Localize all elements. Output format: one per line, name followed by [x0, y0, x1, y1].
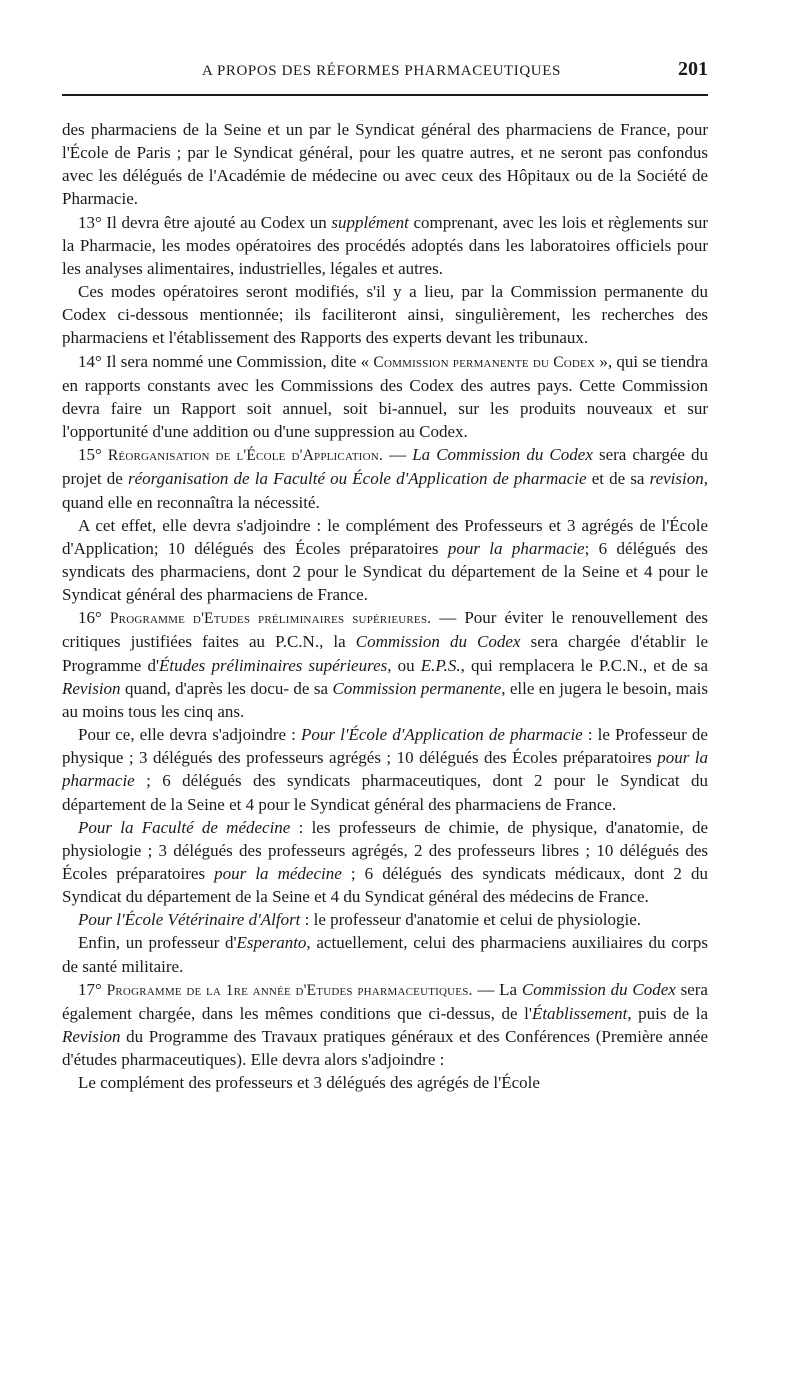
text-run: Ces modes opératoires seront modifiés, s'il y a lieu, par la Commission permanente du Codex ci-dessous mentionnée; ils faciliteront ainsi, singulièrement, les recherches des pharmaciens et l'établissement des Rapports des experts devant les tribunaux.: [62, 282, 708, 348]
page-number: 201: [678, 58, 708, 80]
italic-text: pour la médecine: [214, 864, 342, 883]
text-run: ou: [391, 655, 421, 675]
text-run: et de sa: [586, 469, 650, 489]
paragraph: [62, 931, 708, 977]
text-run: quand, d'après les docu- de sa: [120, 678, 333, 698]
body-text: [62, 118, 708, 1095]
small-caps-heading: Programme d'Etudes préliminaires supérieures.: [109, 610, 432, 628]
italic-text: Études préliminaires supérieures,: [159, 655, 392, 675]
italic-text: Commission du Codex: [355, 632, 521, 652]
small-caps-heading: Réorganisation de l'École d'Application.: [107, 447, 384, 465]
italic-text: Revision: [62, 678, 121, 698]
text-run: : le Professeur de physique ; 3 délégués des professeurs agrégés ; 10 délégués des Écoles préparatoires: [62, 725, 708, 768]
paragraph: [62, 211, 708, 280]
italic-text: Revision: [62, 1027, 121, 1047]
text-run: — Pour éviter le renouvellement des critiques justifiées faites au P.C.N., la: [62, 608, 708, 652]
italic-text: Pour l'École Vétérinaire d'Alfort: [78, 910, 301, 930]
text-run: Le complément des professeurs et 3 délégués des agrégés de l'École: [78, 1073, 540, 1093]
small-caps-heading: Programme de la 1re année d'Etudes pharmaceutiques.: [106, 981, 473, 999]
text-run: —: [383, 445, 413, 465]
italic-text: La Commission du Codex: [412, 445, 593, 465]
italic-text: supplément: [331, 212, 409, 232]
text-run: , qui remplacera le P.C.N., et de sa: [460, 655, 708, 675]
italic-text: réorganisation de la Faculté ou École d'Application de pharmacie: [127, 469, 587, 489]
paragraph: [62, 978, 708, 1072]
paragraph: [62, 350, 708, 444]
paragraph: [62, 1071, 708, 1094]
italic-text: Pour la Faculté de médecine: [78, 817, 291, 837]
small-caps-heading: Commission permanente du Codex: [373, 353, 596, 371]
paragraph: [62, 280, 708, 349]
text-run: 15°: [78, 445, 108, 465]
text-run: Pour ce, elle devra s'adjoindre :: [78, 725, 302, 745]
text-run: : le professeur d'anatomie et celui de physiologie.: [300, 910, 642, 930]
text-run: ; 6 délégués des syndicats pharmaceutiques, dont 2 pour le Syndicat du département de la Seine et 4 pour le Syndicat général des pharmaciens de France.: [62, 771, 708, 814]
running-title: A PROPOS DES RÉFORMES PHARMACEUTIQUES: [202, 63, 561, 79]
page-header: [62, 60, 708, 96]
italic-text: pour la pharmacie: [62, 748, 709, 791]
text-run: sera également chargée, dans les mêmes conditions que ci-dessus, de l': [62, 979, 708, 1023]
paragraph: [62, 514, 708, 607]
text-run: 17°: [78, 979, 107, 999]
italic-text: revision: [649, 469, 704, 489]
text-run: 16°: [78, 608, 110, 628]
text-run: : les professeurs de chimie, de physique, d'anatomie, de physiologie ; 3 délégués des professeurs agrégés, 2 des professeurs libres ; 10 délégués des Écoles préparatoires: [62, 817, 708, 883]
paragraph: [62, 443, 708, 513]
paragraph: [62, 908, 708, 931]
text-run: 14° Il sera nommé une Commission, dite «: [78, 351, 374, 371]
paragraph: [62, 118, 708, 211]
text-run: — La: [472, 979, 522, 999]
text-run: comprenant, avec les lois et règlements sur la Pharmacie, les modes opératoires des procédés adoptés dans les laboratoires officiels pour les analyses alimentaires, industrielles, légales et autres.: [62, 212, 708, 278]
italic-text: Commission permanente: [332, 678, 502, 698]
text-run: ; 6 délégués des syndicats des pharmaciens, dont 2 pour le Syndicat du département de la Seine et 4 pour le Syndicat général des pharmaciens de France.: [62, 538, 709, 605]
text-run: des pharmaciens de la Seine et un par le Syndicat général des pharmaciens de France, pour l'École de Paris ; par le Syndicat général, pour les quatre autres, et ne seront pas confondus avec les délégués de l'Académie de médecine ou avec ceux des Hôpitaux ou de la Société de Pharmacie.: [62, 120, 708, 209]
paragraph: [62, 606, 708, 723]
text-run: , elle en jugera le besoin, mais au moins tous les cinq ans.: [62, 678, 708, 721]
text-run: du Programme des Travaux pratiques généraux et des Conférences (Première année d'études pharmaceutiques). Elle devra alors s'adjoindre :: [62, 1027, 708, 1070]
text-run: , quand elle en reconnaîtra la nécessité.: [62, 469, 708, 512]
italic-text: Pour l'École d'Application de pharmacie: [301, 725, 583, 745]
italic-text: E.P.S.: [420, 655, 461, 675]
text-run: , actuellement, celui des pharmaciens auxiliaires du corps de santé militaire.: [62, 933, 708, 976]
text-run: 13° Il devra être ajouté au Codex un: [78, 212, 332, 232]
text-run: sera chargée d'établir le Programme d': [62, 632, 709, 675]
italic-text: pour la pharmacie: [447, 538, 585, 558]
text-run: sera chargée du projet de: [62, 445, 708, 489]
italic-text: Établissement: [531, 1003, 628, 1023]
italic-text: Esperanto: [236, 933, 307, 953]
text-run: ; 6 délégués des syndicats médicaux, dont 2 du Syndicat du département de la Seine et 4 du Syndicat général des médecins de France.: [62, 864, 708, 907]
text-run: , puis de la: [627, 1003, 709, 1023]
text-run: A cet effet, elle devra s'adjoindre : le complément des Professeurs et 3 agrégés de l'École d'Application; 10 délégués des Écoles préparatoires: [62, 515, 708, 558]
paragraph: [62, 723, 708, 816]
text-run: », qui se tiendra en rapports constants avec les Commissions des Codex des autres pays. Cette Commission devra faire un Rapport soit annuel, soit bi-annuel, sur les produits nouveaux et sur l'opportunité d'une addition ou d'une suppression au Codex.: [62, 351, 709, 442]
text-run: Enfin, un professeur d': [78, 933, 237, 953]
paragraph: [62, 816, 708, 909]
italic-text: Commission du Codex: [521, 979, 676, 999]
